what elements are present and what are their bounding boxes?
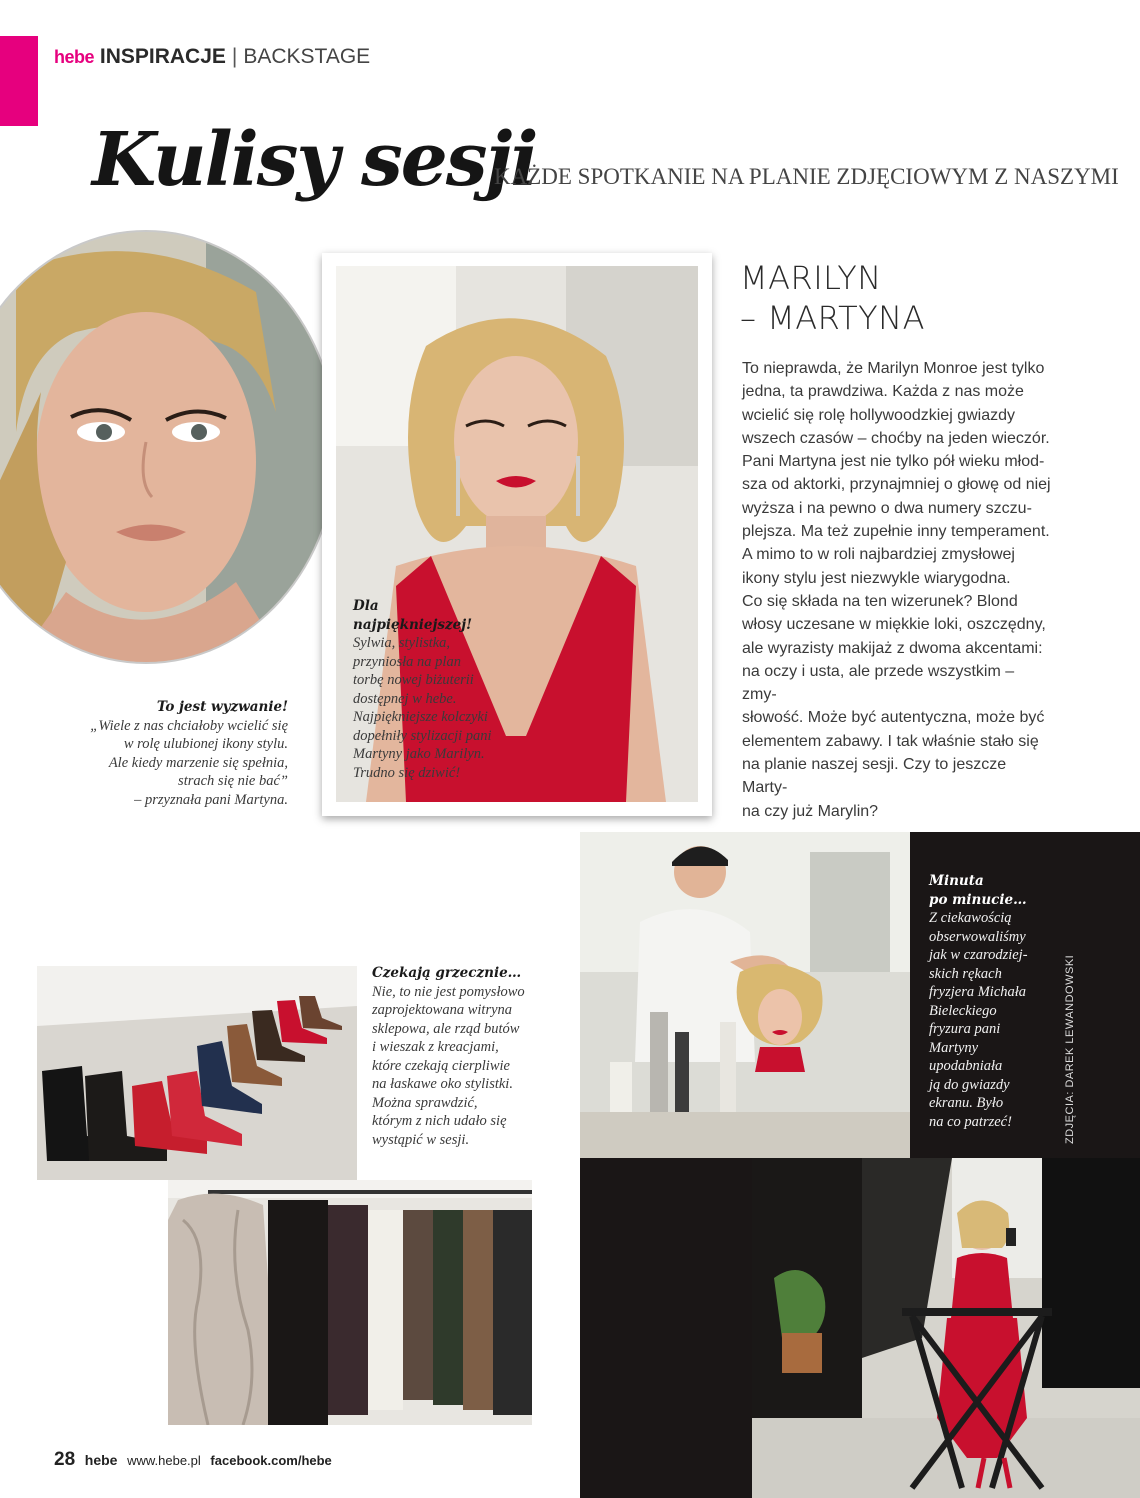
- footer-brand: hebe: [84, 1452, 118, 1468]
- caption-wyzwanie: [70, 698, 288, 809]
- caption-dla: [353, 597, 513, 782]
- section-label: INSPIRACJE: [99, 45, 226, 68]
- body-line: na oczy i usta, ale przede wszystkim – zmy-: [742, 662, 1015, 704]
- caption-line: dostępnej w hebe.: [353, 690, 457, 707]
- caption-line: skich rękach: [929, 965, 1002, 982]
- body-line: elementem zabawy. I tak właśnie stało się: [742, 732, 1039, 750]
- caption-line: na łaskawe oko stylistki.: [372, 1076, 513, 1092]
- caption-line: Ale kiedy marzenie się spełnia,: [108, 754, 288, 771]
- body-line: słowość. Może być autentyczna, może być: [742, 709, 1045, 727]
- caption-heading: Dla: [353, 598, 379, 614]
- caption-line: i wieszak z kreacjami,: [372, 1039, 499, 1055]
- caption-line: na co patrzeć!: [929, 1113, 1012, 1130]
- hebe-logo: hebe: [54, 47, 95, 67]
- body-line: To nieprawda, że Marilyn Monroe jest tylko: [742, 360, 1045, 377]
- hairstylist-photo: [580, 832, 910, 1158]
- caption-line: strach się nie bać”: [178, 773, 288, 789]
- body-line: wcielić się rolę hollywoodzkiej gwiazdy: [742, 406, 1015, 424]
- article-heading-line: – MARTYNA: [740, 299, 925, 337]
- body-line: A mimo to w roli najbardziej zmysłowej: [742, 546, 1015, 564]
- caption-line: którym z nich udało się: [372, 1113, 507, 1129]
- caption-line: jak w czarodziej-: [929, 947, 1028, 963]
- caption-line: sklepowa, ale rząd butów: [372, 1020, 520, 1037]
- caption-line: dopełniły stylizacji pani: [353, 727, 492, 744]
- caption-line: które czekają cierpliwie: [372, 1057, 510, 1074]
- body-line: ikony stylu jest niezwykle wiarygodna.: [742, 569, 1011, 587]
- shoes-illustration: [37, 966, 357, 1180]
- body-line: wszech czasów – choćby na jeden wieczór.: [742, 429, 1050, 447]
- caption-line: – przyznała pani Martyna.: [134, 791, 288, 808]
- body-line: plejsza. Ma też zupełnie inny temperament.: [742, 523, 1050, 541]
- director-chair-photo: [752, 1158, 1140, 1498]
- body-line: sza od aktorki, przynajmniej o głowę od niej: [742, 476, 1051, 494]
- body-line: Co się składa na ten wizerunek? Blond: [742, 592, 1018, 610]
- body-line: włosy uczesane w miękkie loki, oszczędny,: [742, 616, 1046, 634]
- caption-line: fryzjera Michała: [929, 984, 1027, 1000]
- body-line: Pani Martyna jest nie tylko pół wieku młod-: [742, 453, 1045, 471]
- caption-line: „Wiele z nas chciałoby wcielić się: [90, 717, 288, 734]
- photo-credit: ZDJĘCIA: DAREK LEWANDOWSKI: [1064, 954, 1076, 1144]
- body-line: na planie naszej sesji. Czy to jeszcze Marty-: [742, 756, 1007, 797]
- caption-heading: Minuta: [929, 873, 984, 889]
- caption-minuta: [929, 872, 1049, 1131]
- caption-line: Martyny jako Marilyn.: [353, 746, 485, 762]
- page-footer: [54, 1449, 332, 1471]
- caption-czekaja: [372, 964, 550, 1149]
- caption-line: Trudno się dziwić!: [353, 764, 461, 781]
- header-separator: |: [231, 45, 238, 68]
- article-body: [742, 357, 1052, 823]
- caption-line: zaprojektowana witryna: [372, 1002, 513, 1018]
- caption-heading: To jest wyzwanie!: [156, 699, 288, 715]
- hairstylist-illustration: [580, 832, 910, 1158]
- article-heading: [740, 258, 925, 338]
- page-title: Kulisy sesji: [92, 117, 537, 203]
- caption-line: ją do gwiazdy: [929, 1076, 1010, 1093]
- body-line: ale wyrazisty makijaż z dwoma akcentami:: [742, 639, 1043, 657]
- caption-line: Najpiękniejsze kolczyki: [353, 709, 488, 725]
- caption-line: Nie, to nie jest pomysłowo: [372, 983, 525, 1000]
- caption-line: fryzura pani: [929, 1021, 1001, 1037]
- portrait-circle-photo: [0, 230, 338, 664]
- caption-line: Z ciekawością: [929, 910, 1012, 926]
- clothing-rack-photo: [168, 1180, 532, 1425]
- caption-line: wystąpić w sesji.: [372, 1131, 470, 1148]
- shoes-photo: [37, 966, 357, 1180]
- caption-heading: najpiękniejszej!: [353, 616, 473, 633]
- lead-text: KAŻDE SPOTKANIE NA PLANIE ZDJĘCIOWYM Z NASZYMI: [494, 164, 1119, 189]
- clothing-rack-illustration: [168, 1180, 532, 1425]
- caption-line: upodabniała: [929, 1058, 1003, 1074]
- footer-url-link[interactable]: www.hebe.pl: [127, 1453, 201, 1468]
- director-chair-illustration: [752, 1158, 1140, 1498]
- article-heading-line: MARILYN: [740, 259, 882, 297]
- page-number: 28: [54, 1449, 76, 1470]
- caption-line: Sylwia, stylistka,: [353, 635, 451, 651]
- caption-line: obserwowaliśmy: [929, 928, 1026, 945]
- section-header: [54, 44, 370, 70]
- body-line: jedna, ta prawdziwa. Każda z nas może: [742, 383, 1024, 401]
- footer-facebook-link[interactable]: facebook.com/hebe: [210, 1453, 332, 1468]
- body-line: na czy już Marylin?: [742, 802, 879, 820]
- subsection-label: BACKSTAGE: [243, 45, 371, 68]
- caption-line: przyniosła na plan: [353, 653, 461, 670]
- portrait-illustration: [0, 232, 336, 662]
- caption-line: Można sprawdzić,: [372, 1094, 478, 1111]
- caption-line: w rolę ulubionej ikony stylu.: [123, 736, 288, 752]
- caption-heading: Czekają grzecznie…: [372, 965, 522, 981]
- body-line: wyższa i na pewno o dwa numery szczu-: [742, 499, 1032, 517]
- caption-line: Bieleckiego: [929, 1002, 997, 1019]
- caption-line: torbę nowej biżuterii: [353, 672, 474, 688]
- caption-line: ekranu. Było: [929, 1095, 1004, 1111]
- pink-accent-bar: [0, 36, 38, 126]
- caption-line: Martyny: [929, 1039, 979, 1056]
- caption-heading: po minucie…: [929, 891, 1027, 908]
